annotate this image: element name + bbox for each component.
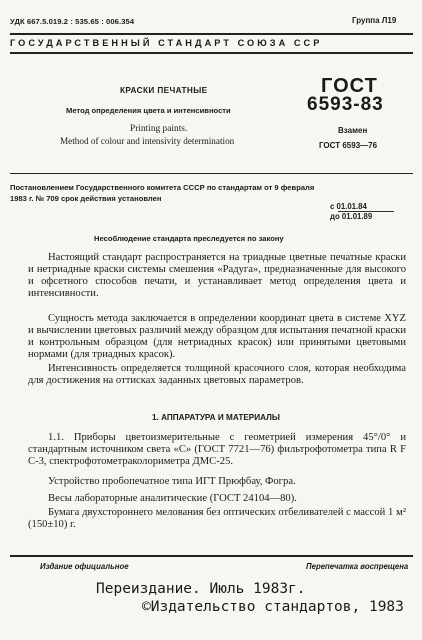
intro-paragraph-3 [28,363,406,387]
state-standard-banner: ГОСУДАРСТВЕННЫЙ СТАНДАРТ СОЮЗА ССР [10,38,323,48]
title-ru-main: КРАСКИ ПЕЧАТНЫЕ [120,86,208,95]
gost-label: ГОСТ [321,75,378,97]
instead-label: Взамен [338,126,368,135]
paragraph-text: Интенсивность определяется толщиной красочного слоя, которая необходима для достижения на оттисках заданных цветовых параметров. [28,363,406,386]
violation-notice: Несоблюдение стандарта преследуется по закону [94,234,284,243]
section-item-device [28,476,406,488]
replaced-standard: ГОСТ 6593—76 [319,141,378,150]
publisher-stamp: ©Издательство стандартов, 1983 [142,599,404,615]
footer-rule [10,555,413,557]
title-ru-sub: Метод определения цвета и интенсивности [66,106,231,115]
intro-paragraph-2 [28,313,406,361]
header-rule-bottom [10,52,413,54]
paragraph-text: Настоящий стандарт распространяется на триадные цветные печатные краски и нетриадные краски системы смешения «Радуга», предназначенные для высокого и офсетного способов печати, и устанавливает метод определения цвета и интенсивности. [28,252,406,299]
decree-line-1: Постановлением Государственного комитета СССР по стандартам от 9 февраля [10,183,315,192]
validity-date-from: с 01.01.84 [330,202,367,211]
validity-date-to: до 01.01.89 [330,212,373,221]
intro-paragraph-1 [28,252,406,300]
title-en-sub: Method of colour and intensivity determination [60,136,235,146]
footer-official-edition: Издание официальное [40,562,129,571]
section-heading: 1. АППАРАТУРА И МАТЕРИАЛЫ [152,413,280,422]
udk-code: УДК 667.5.019.2 : 535.65 : 006.354 [10,17,135,26]
paragraph-text: Сущность метода заключается в определении координат цвета в системе XYZ и вычислении цветовых различий между образцом для испытания печатной краски и контрольным образцом (для нетриадных красок) или принятыми цветовыми нормами (для триадных красок). [28,313,406,360]
header-rule-top [10,33,413,35]
paragraph-text: Устройство пробопечатное типа ИГТ Прюфбау, Фогра. [48,476,296,487]
title-en-main: Printing paints. [130,124,188,134]
section-item-paper [28,507,406,531]
paragraph-text: Бумага двухстороннего мелования без оптических отбеливателей с массой 1 м² (150±10) г. [28,507,406,530]
section-item-scales [28,493,406,505]
gost-number: 6593-83 [307,94,384,115]
footer-reprint-forbidden: Перепечатка воспрещена [306,562,409,571]
decree-line-2: 1983 г. № 709 срок действия установлен [10,194,162,203]
reprint-stamp: Переиздание. Июль 1983г. [96,581,306,597]
group-code: Группа Л19 [352,16,397,25]
paragraph-text: Весы лабораторные аналитические (ГОСТ 24104—80). [48,493,297,504]
paragraph-text: 1.1. Приборы цветоизмерительные с геометрией измерения 45°/0° и стандартным источником света «С» (ГОСТ 7721—76) фильтрофотометра типа R F C-3, спектрофотометраколориметра ДМС-25. [28,432,406,467]
section-item-1-1 [28,432,406,468]
decree-rule [10,173,413,174]
